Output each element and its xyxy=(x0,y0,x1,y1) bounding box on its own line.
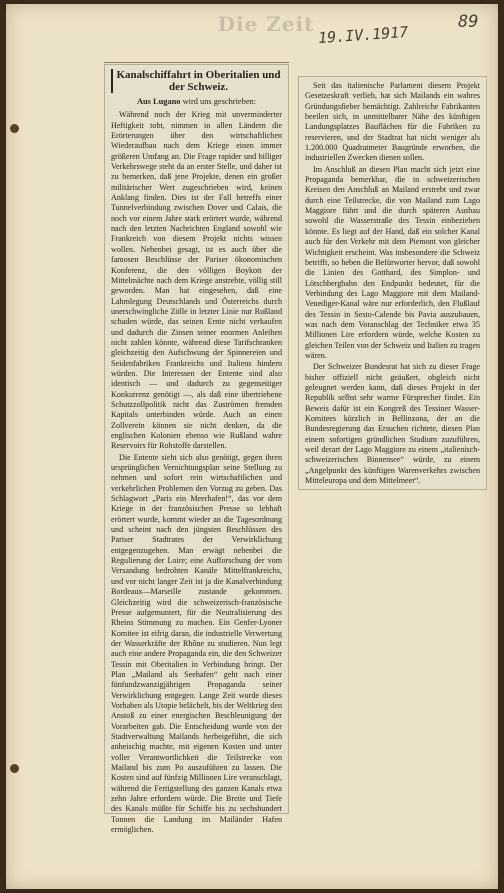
punch-hole xyxy=(10,124,19,133)
newspaper-masthead: Die Zeit xyxy=(217,12,315,36)
folio-number: 89 xyxy=(458,12,479,32)
article-clipping-right xyxy=(298,76,487,490)
clipping-top-rule xyxy=(104,62,289,63)
article-paragraph: Der Schweizer Bundesrat hat sich zu dieser Frage bisher offiziell nicht geäußert, obgleich nicht geleugnet werden kann, daß dieses Projekt in der Republik selbst sehr warme Fürsprecher findet. Ein Beweis dafür ist ein Kongreß des Tessiner Wasser-Komitees kürzlich in Bellinzona, der an die Bundesregierung das Ersuchen richtete, diesen Plan einem sofortigen gründlichen Studium zuzuführen, weil derart der Lago Maggiore zu einem „italienisch-schweizerischen Binnensee“ würde, zu einem „Angelpunkt des künftigen Warenverkehrs zwischen Mitteleuropa und dem Mittelmeer“. xyxy=(305,362,480,486)
article-paragraph: Die Entente sieht sich also genötigt, gegen ihren ursprünglichen Vernichtungsplan seine Stellung zu nehmen und sofort rein wirtschaftlichen und verkehrlichen Problemen den Vorzug zu geben. Das Schlagwort „Paris ein Meerhafen!“, das vor dem Kriege in der französischen Presse so lebhaft erörtert wurde, kommt wieder an die Tagesordnung und scheint nach den jüngsten Beschlüssen des Pariser Stadtrates der Verwirklichung entgegenzugehen. Man erwägt nebenbei die Regulierung der Loire; eine Aufforschung der vom Versandung bedrohten Kanäle Mittelfrankreichs, und vor nicht langer Zeit ist ja die Kanalverbindung Bordeaux—Marseille zustande gekommen. Gleichzeitig wird die schweizerisch-französische Presse aufgemuntert, für die Neutralisierung des Rheins Stimmung zu machen. Ein Genfer-Lyoner Komitee ist eifrig daran, die industrielle Verwertung der Wasserkräfte der Rhône zu studieren. Nun legt auch eine andere Propaganda ein, die den Schweizer Tessin mit Oberitalien in Verbindung bringt. Der Plan „Mailand als Seehafen“ geht nach einer fünfundzwanzigjährigen Propaganda seiner Verwirklichung entgegen. Lange Zeit wurde dieses Vorhaben als Utopie belächelt, bis der Weltkrieg den Anstoß zu einer energischen Beschleunigung der Vorarbeiten gab. Die Entscheidung wurde von der Stadtverwaltung Mailands herbeigeführt, die sich anheischig machte, mit eigenen Kosten und unter voller Verantwortlichkeit die Teilstrecke von Mailand bis zum Po auszuführen zu lassen. Die Kosten sind auf fünfzig Millionen Lire veranschlagt, während die Fertigstellung des ganzen Kanals etwa zehn Jahre erfordern würde. Die Breite und Tiefe des Kanals müßte für Schiffe bis zu sechshundert Tonnen die Landung im Mailänder Hafen ermöglichen. xyxy=(111,452,282,835)
dateline-place: Aus Lugano xyxy=(136,97,181,106)
handwritten-date: 19.IV.1917 xyxy=(317,22,409,48)
punch-hole xyxy=(10,764,19,773)
article-headline: Kanalschiffahrt in Oberitalien und der Schweiz. xyxy=(111,69,282,93)
article-dateline xyxy=(111,97,282,107)
article-paragraph: Im Anschluß an diesen Plan macht sich jetzt eine Propaganda bemerkbar, die in schweizerischen Kreisen den Anschluß an Mailand erstrebt und zwar durch eine Teilstrecke, die von Mailand zum Lago Maggiore führt und die durch späteren Ausbau sowohl die Wasserstraße des Tessin einbeziehen könnte. Es liegt auf der Hand, daß ein solcher Kanal auch für den Verkehr mit dem Piemont von gleicher Wichtigkeit erscheint. Was insbesondere die Schweiz betrifft, so heben die Befürworter hervor, daß sowohl die Linien des Gotthard, des Simplon- und Lötschbergbahn den Endpunkt bedeutet, für die Verbindung des Lago Maggiore mit dem Mailand-Venediger-Kanal wäre nur erforderlich, den Flußlauf des Tessin in Sesto-Calende bis Pavia auszubauen, was nach dem Voranschlag der Techniker etwa 35 Millionen Lire erfordern würde, welche Kosten zu gleichen Teilen von der Schweiz und Italien zu tragen wären. xyxy=(305,164,480,360)
dateline-rest: wird uns geschrieben: xyxy=(180,97,257,106)
article-paragraph: Seit das italienische Parlament diesem Projekt Gesetzeskraft verlieh, hat sich Mailands ein wahres Gründungsfieber bemächtigt. Zahlreiche Fabrikanten beeilen sich, in unmittelbarer Nähe des künftigen Landungsplatzes Bauflächen für die Fabriken zu reservieren, und der Stadtrat hat nicht weniger als 1.200.000 Quadratmeter Baugründe erworben, die industriellen Zwecken dienen sollen. xyxy=(305,81,480,163)
article-paragraph: Während noch der Krieg mit unverminderter Heftigkeit tobt, nimmen in allen Ländern die Erörterungen über den wirtschaftlichen Wiederaufbau nach dem Kriege einen immer größeren Umfang an. Die Frage rapider und billiger Verkehrswege steht da an erster Stelle, und daher ist zu bemerken, daß jene Projekte, denen ein großer militärischer Wert zugeschrieben wird, keinen Anklang finden. Dies ist der Fall betreffs einer Tunnelverbindung zwischen Dover und Calais, die noch vor einem Jahre stark erörtert wurde, während nach den letzten Nachrichten England sowohl wie Frankreich von diesem Projekt nichts wissen wollen. Nebenbei gesagt, ist es auch über die famosen Beschlüsse der Pariser ökonomischen Konferenz, die den völligen Boykott der Mittelmächte nach dem Kriege anstrebte, völlig still geworden. Man hat eingesehen, daß eine Lahmlegung Deutschlands und Österreichs durch unerschwingliche Zölle in letzter Linie nur Rußland schaden würde, das seinen Ernte nicht verkaufen und dadurch die Zinsen seiner enormen Anleihen nicht zahlen könnte, während diese Tarifschranken gleichzeitig den Aufschwung der Spinnereien und Seidenfabriken Frankreichs und Italiens hindern würden. Die Interessen der Entente sind also identisch — und dadurch zu gegenseitiger Konkurrenz genötigt —, als daß eine übertriebene Schutzzollpolitik nicht das Zuströmen fremden Kapitals unterbinden würde. Auch an einen Zollverein können sie nicht denken, da die englischen Kolonien ebenso wie Rußland wahre Reservoirs für Rohstoffe darstellen. xyxy=(111,110,282,451)
article-clipping-left xyxy=(104,64,289,835)
